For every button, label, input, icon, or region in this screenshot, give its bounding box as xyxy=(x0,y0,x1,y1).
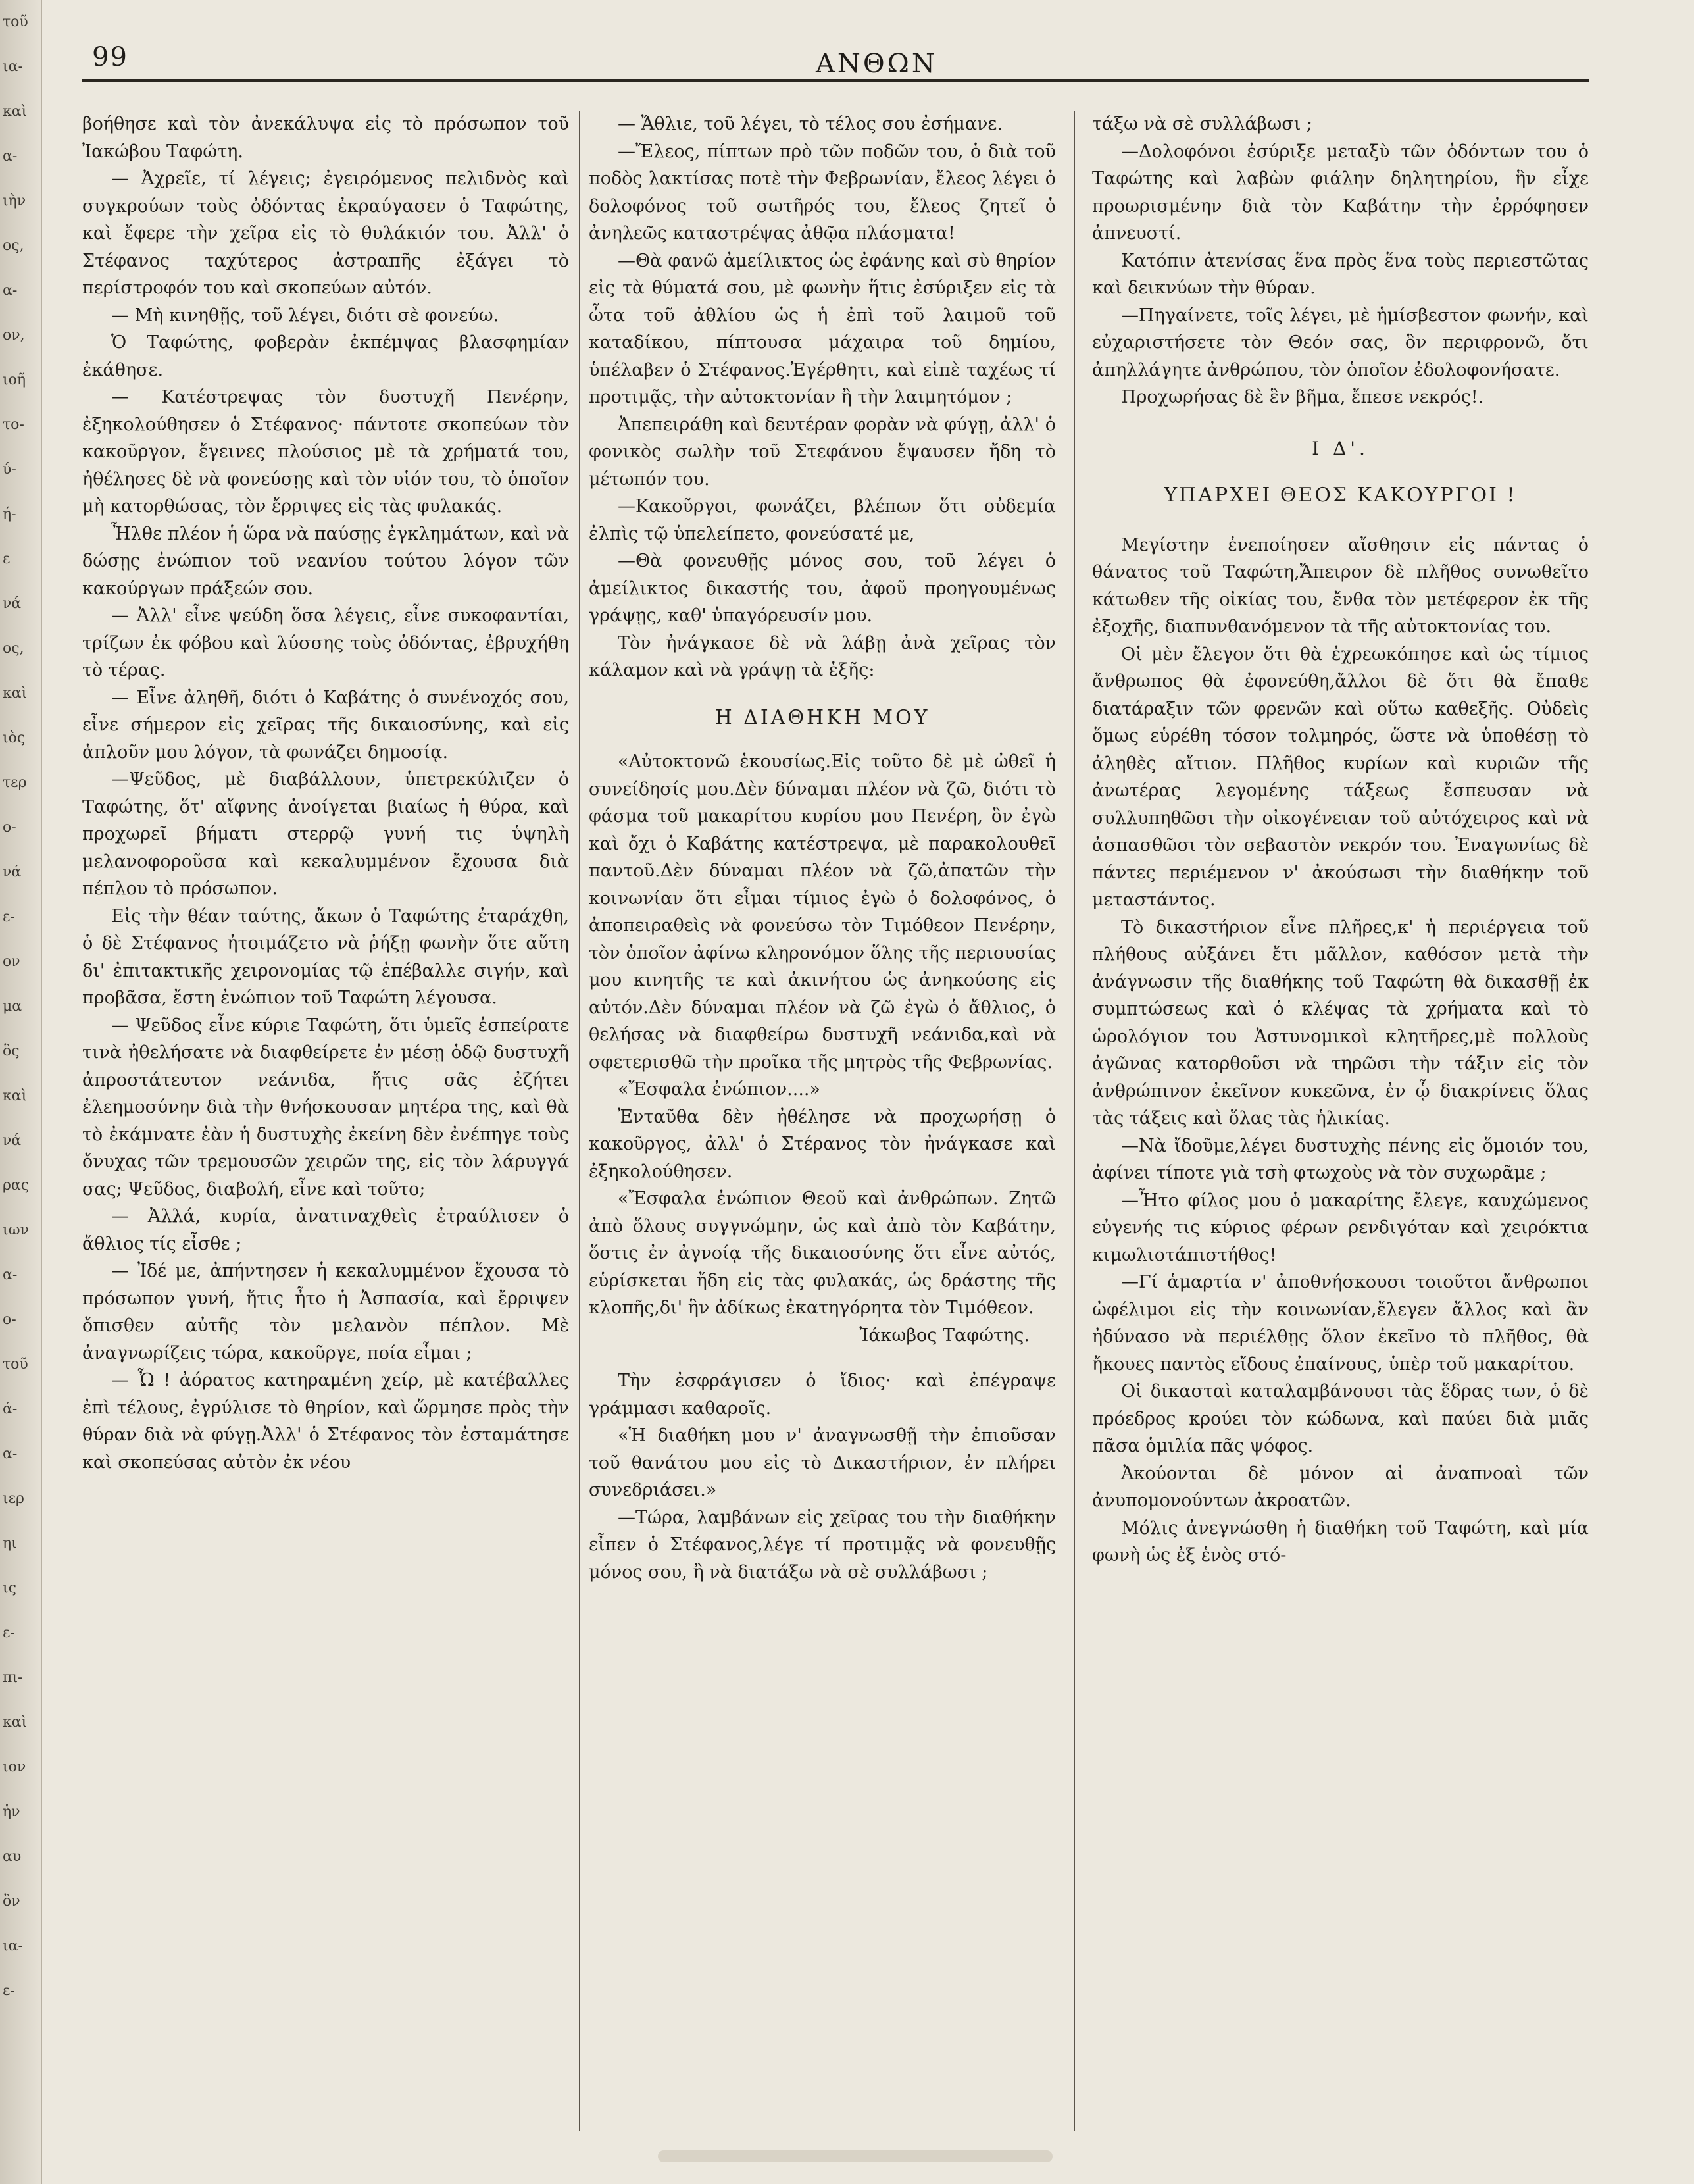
paragraph: Ἦλθε πλέον ἡ ὥρα νὰ παύσῃς ἐγκλημάτων, καὶ νὰ δώσῃς ἐνώπιον τοῦ νεανίου τούτου λόγον τῶν κακούργων πράξεών σου. xyxy=(82,523,569,599)
margin-fragment: ο- xyxy=(3,1311,16,1328)
story-paragraphs xyxy=(1092,111,1589,411)
margin-fragment: ά- xyxy=(3,1401,18,1417)
paragraph: — Ἀλλά, κυρία, ἀνατιναχθεὶς ἐτραύλισεν ὁ ἄθλιος τίς εἶσθε ; xyxy=(82,1206,569,1254)
paragraph: —Ψεῦδος, μὲ διαβάλλουν, ὑπετρεκύλιζεν ὁ Ταφώτης, ὅτ' αἴφνης ἀνοίγεται βιαίως ἡ θύρα, καὶ προχωρεῖ βήματι στερρῷ γυνή τις ὑψηλὴ μελανοφοροῦσα καὶ κεκαλυμμένον ἔχουσα διὰ πέπλου τὸ πρόσωπον. xyxy=(82,769,569,899)
paragraph: τάξω νὰ σὲ συλλάβωσι ; xyxy=(1092,114,1312,134)
paragraph: Οἱ δικασταὶ καταλαμβάνουσι τὰς ἕδρας των, ὁ δὲ πρόεδρος κρούει τὸν κώδωνα, καὶ παύει διὰ μιᾶς πᾶσα ὁμιλία πᾶς ψόφος. xyxy=(1092,1381,1589,1456)
paragraph: «Ἔσφαλα ἐνώπιον Θεοῦ καὶ ἀνθρώπων. Ζητῶ ἀπὸ ὅλους συγγνώμην, ὡς καὶ ἀπὸ τὸν Καβάτην, ὅστις ἐν ἀγνοίᾳ τῆς δικαιοσύνης ὅτι εἶνε αὐτός, εὑρίσκεται ἤδη εἰς τὰς φυλακάς, ὡς δράστης τῆς κλοπῆς,δι' ἣν ἀδίκως ἐκατηγόρητα τὸν Τιμόθεον. xyxy=(589,1188,1056,1318)
paragraph: Ἀπεπειράθη καὶ δευτέραν φορὰν νὰ φύγῃ, ἀλλ' ὁ φονικὸς σωλὴν τοῦ Στεφάνου ἔψαυσεν ἤδη τὸ μέτωπόν του. xyxy=(589,414,1056,490)
margin-fragment: ὂν xyxy=(3,1893,20,1910)
margin-fragment: αυ xyxy=(3,1848,22,1865)
margin-fragment: ε xyxy=(3,551,11,567)
margin-fragment: α- xyxy=(3,282,18,299)
margin-fragment: ἡν xyxy=(3,1804,20,1820)
paragraph: Τὸ δικαστήριον εἶνε πλῆρες,κ' ἡ περιέργεια τοῦ πλήθους αὐξάνει ἔτι μᾶλλον, καθόσον μετὰ τὴν ἀνάγνωσιν τῆς διαθήκης τοῦ Ταφώτη θὰ δικασθῇ ἐκ συμπτώσεως καὶ ὁ κλέψας τὰ χρήματα καὶ τὸ ὡρολόγιον του Ἀστυνομικοὶ κλητῆρες,μὲ πολλοὺς ἀγῶνας κατορθοῦσι νὰ τηρῶσι τὴν τάξιν εἰς τὸν ἀνθρώπινον ἐκεῖνον κυκεῶνα, ἐν ᾧ διακρίνεις ὅλας τὰς τάξεις καὶ ὅλας τὰς ἡλικίας. xyxy=(1092,917,1589,1129)
margin-fragment: ις xyxy=(3,1580,16,1596)
margin-fragment: καὶ xyxy=(3,1088,28,1104)
margin-fragment: ιοῆ xyxy=(3,372,26,388)
paragraph: Ὁ Ταφώτης, φοβερὰν ἐκπέμψας βλασφημίαν ἐκάθησε. xyxy=(82,332,569,380)
margin-fragment: ιὴν xyxy=(3,193,26,209)
margin-fragment: καὶ xyxy=(3,685,28,701)
margin-fragment: α- xyxy=(3,1446,18,1462)
will-signature: Ἰάκωβος Ταφώτης. xyxy=(859,1325,1030,1346)
paragraph: Εἰς τὴν θέαν ταύτης, ἄκων ὁ Ταφώτης ἐταράχθη, ὁ δὲ Στέφανος ἠτοιμάζετο νὰ ῥήξῃ φωνὴν ὅτε αὕτη δι' ἐπιτακτικῆς χειρονομίας τῷ ἐπέβαλλε σιγήν, καὶ προβᾶσα, ἔστη ἐνώπιον τοῦ Ταφώτη λέγουσα. xyxy=(82,905,569,1008)
column-divider xyxy=(579,111,580,2131)
will-heading: Η ΔΙΑΘΗΚΗ ΜΟΥ xyxy=(714,705,930,729)
margin-fragment: νά xyxy=(3,1132,22,1149)
margin-fragment: τοῦ xyxy=(3,1356,28,1373)
column-right xyxy=(1092,111,1589,2144)
story-paragraphs xyxy=(589,1367,1056,1586)
margin-fragment: πι- xyxy=(3,1669,23,1686)
margin-fragment: ον, xyxy=(3,327,25,343)
page-number: 99 xyxy=(92,42,128,72)
margin-fragment: ιὸς xyxy=(3,730,26,746)
paragraph: —Θὰ φανῶ ἀμείλικτος ὡς ἐφάνης καὶ σὺ θηρίον εἰς τὰ θύματά σου, μὲ φωνὴν ἥτις ἐσύριξεν εἰς τὰ ὦτα τοῦ ἀθλίου ὡς ἡ ἐπὶ τοῦ λαιμοῦ τοῦ καταδίκου, πίπτουσα μάχαιρα τοῦ δημίου, ὑπέλαβεν ὁ Στέφανος.Ἐγέρθητι, καὶ εἰπὲ ταχέως τί προτιμᾷς, τὴν αὐτοκτονίαν ἢ τὴν λαιμητόμον ; xyxy=(589,250,1056,407)
margin-fragment: ια- xyxy=(3,59,23,75)
paragraph: — Ἰδέ με, ἀπήντησεν ἡ κεκαλυμμένον ἔχουσα τὸ πρόσωπον γυνή, ἥτις ἦτο ἡ Ἀσπασία, καὶ ἔρριψεν ὄπισθεν αὐτῆς τὸν μελανὸν πέπλον. Μὲ ἀναγνωρίζεις τώρα, κακοῦργε, ποία εἶμαι ; xyxy=(82,1261,569,1363)
print-smudge xyxy=(658,2150,1053,2162)
story-paragraphs xyxy=(589,111,1056,684)
will-text xyxy=(589,748,1056,1322)
margin-fragment: ιερ xyxy=(3,1490,24,1507)
paragraph: — Εἶνε ἀληθῆ, διότι ὁ Καβάτης ὁ συνένοχός σου, εἶνε σήμερον εἰς χεῖρας τῆς δικαιοσύνης, καὶ εἰς ἁπλοῦν μου λόγον, τὰ φωνάζει δημοσίᾳ. xyxy=(82,687,569,763)
margin-fragment: τοῦ xyxy=(3,14,28,30)
paragraph: Τὸν ἠνάγκασε δὲ νὰ λάβῃ ἀνὰ χεῖρας τὸν κάλαμον καὶ νὰ γράψῃ τὰ ἑξῆς: xyxy=(589,632,1056,680)
column-middle xyxy=(589,111,1056,2144)
paragraph: βοήθησε καὶ τὸν ἀνεκάλυψα εἰς τὸ πρόσωπον τοῦ Ἰακώβου Ταφώτη. xyxy=(82,114,569,162)
margin-fragment: α- xyxy=(3,1267,18,1283)
paragraph: «Αὐτοκτονῶ ἑκουσίως.Εἰς τοῦτο δὲ μὲ ὠθεῖ ἡ συνείδησίς μου.Δὲν δύναμαι πλέον νὰ ζῶ, διότι τὸ φάσμα τοῦ μακαρίτου κυρίου μου Πενέρη, ὃν ἐγὼ καὶ ὄχι ὁ Καβάτης κατέστρεψα, μὲ παρακολουθεῖ παντοῦ.Δὲν δύναμαι πλέον νὰ ζῶ,ἀπατῶν τὴν κοινωνίαν ὅτι εἶμαι τίμιος ἐγὼ ὁ δολοφόνος, ὁ ἀποπειραθεὶς νὰ φονεύσω τὸν Τιμόθεον Πενέρην, τὸν ὁποῖον ἀφίνω κληρονόμον ὅλης τῆς περιουσίας μου κινητῆς τε καὶ ἀκινήτου ὡς ἀνηκούσης εἰς αὐτόν.Δὲν δύναμαι πλέον νὰ ζῶ ἐγὼ ὁ ἄθλιος, ὁ θελήσας νὰ διαφθείρω δυστυχῆ νεάνιδα,καὶ νὰ σφετερισθῶ τὴν προῖκα τῆς μητρὸς τῆς Φεβρωνίας. xyxy=(589,751,1056,1073)
margin-fragment: ηι xyxy=(3,1535,17,1552)
paragraph: —Ἦτο φίλος μου ὁ μακαρίτης ἔλεγε, καυχώμενος εὐγενής τις κύριος φέρων ρενδιγόταν καὶ χειρόκτια κιμωλιοτάπιστήθος! xyxy=(1092,1190,1589,1265)
paragraph: — Ψεῦδος εἶνε κύριε Ταφώτη, ὅτι ὑμεῖς ἐσπείρατε τινὰ ἠθελήσατε νὰ διαφθείρετε ἐν μέσῃ ὁδῷ δυστυχῆ ἀπροστάτευτον νεάνιδα, ἥτις σᾶς ἐζήτει ἐλεημοσύνην διὰ τὴν θνήσκουσαν μητέρα της, καὶ θὰ τὸ ἐκάμνατε ἐὰν ἡ δυστυχὴς ἐκείνη δὲν ἐνέπηγε τοὺς ὄνυχας τῶν τρεμουσῶν χειρῶν της, εἰς τὸν λάρυγγά σας; Ψεῦδος, διαβολή, εἶνε καὶ τοῦτο; xyxy=(82,1015,569,1200)
paragraph: —Τώρα, λαμβάνων εἰς χεῖρας του τὴν διαθήκην εἶπεν ὁ Στέφανος,λέγε τί προτιμᾷς νὰ φονευθῇς μόνος σου, ἢ νὰ διατάξω νὰ σὲ συλλάβωσι ; xyxy=(589,1507,1056,1583)
margin-fragment: νά xyxy=(3,864,22,880)
paragraph: — Κατέστρεψας τὸν δυστυχῆ Πενέρην, ἐξηκολούθησεν ὁ Στέφανος· πάντοτε σκοπεύων τὸν κακοῦργον, ἔγεινες πλούσιος μὲ τὰ χρήματά του, ἠθέλησες δὲ νὰ φονεύσῃς καὶ τὸν υἱόν του, τὸ ὁποῖον μὴ κατορθώσας, τὸν ἔρριψες εἰς τὰς φυλακάς. xyxy=(82,387,569,517)
paragraph: —Δολοφόνοι ἐσύριξε μεταξὺ τῶν ὀδόντων του ὁ Ταφώτης καὶ λαβὼν φιάλην δηλητηρίου, ἣν εἶχε προωρισμένην διὰ τὸν Καβάτην τὴν ἐρρόφησεν ἀπνευστί. xyxy=(1092,141,1589,243)
margin-fragment: ὃς xyxy=(3,1043,20,1059)
margin-fragment: α- xyxy=(3,148,18,165)
paragraph: —Πηγαίνετε, τοῖς λέγει, μὲ ἡμίσβεστον φωνήν, καὶ εὐχαριστήσετε τὸν Θεόν σας, ὃν περιφρονῶ, ὅτι ἀπηλλάγητε ἀνθρώπου, τὸν ὁποῖον ἐδολοφονήσατε. xyxy=(1092,305,1589,380)
paragraph: —Κακοῦργοι, φωνάζει, βλέπων ὅτι οὐδεμία ἐλπὶς τῷ ὑπελείπετο, φονεύσατέ με, xyxy=(589,496,1056,544)
margin-fragment: ε- xyxy=(3,1625,15,1641)
story-paragraphs xyxy=(1092,532,1589,1569)
paragraph: Μόλις ἀνεγνώσθη ἡ διαθήκη τοῦ Ταφώτη, καὶ μία φωνὴ ὡς ἐξ ἑνὸς στό- xyxy=(1092,1517,1589,1565)
paragraph: «Ἡ διαθήκη μου ν' ἀναγνωσθῇ τὴν ἐπιοῦσαν τοῦ θανάτου μου εἰς τὸ Δικαστήριον, ἐν πλήρει συνεδριάσει.» xyxy=(589,1425,1056,1500)
paragraph: — Μὴ κινηθῇς, τοῦ λέγει, διότι σὲ φονεύω. xyxy=(111,305,499,326)
paragraph: Ἀκούονται δὲ μόνον αἱ ἀναπνοαὶ τῶν ἀνυπομονούντων ἀκροατῶν. xyxy=(1092,1463,1589,1511)
margin-fragment: τερ xyxy=(3,775,27,791)
column-left xyxy=(82,111,569,2144)
margin-fragment: το- xyxy=(3,417,24,433)
margin-fragment: ος, xyxy=(3,238,24,254)
paragraph: — Ἄθλιε, τοῦ λέγει, τὸ τέλος σου ἐσήμανε. xyxy=(618,114,1003,134)
margin-fragment: ον xyxy=(3,953,20,970)
margin-fragment: ιον xyxy=(3,1759,26,1775)
paragraph: Προχωρήσας δὲ ἓν βῆμα, ἔπεσε νεκρός!. xyxy=(1121,387,1484,407)
header-rule xyxy=(82,79,1589,82)
adjacent-page-edge xyxy=(0,0,42,2184)
paragraph: Ἐνταῦθα δὲν ἠθέλησε νὰ προχωρήσῃ ὁ κακοῦργος, ἀλλ' ὁ Στέρανος τὸν ἠνάγκασε καὶ ἐξηκολούθησεν. xyxy=(589,1106,1056,1182)
paragraph: —Θὰ φονευθῇς μόνος σου, τοῦ λέγει ὁ ἀμείλικτος δικαστής του, ἀφοῦ προηγουμένως γράψῃς, καθ' ὑπαγόρευσίν μου. xyxy=(589,551,1056,626)
margin-fragment: ε- xyxy=(3,1983,15,1999)
paragraph: Μεγίστην ἐνεποίησεν αἴσθησιν εἰς πάντας ὁ θάνατος τοῦ Ταφώτη,Ἄπειρον δὲ πλῆθος συνωθεῖτο κάτωθεν τῆς οἰκίας του, ἔνθα τὸν μετέφερον ἐκ τῆς ἐξοχῆς, διαπυνθανόμενον τὰ τῆς αὐτοκτονίας του. xyxy=(1092,534,1589,637)
margin-fragment: ύ- xyxy=(3,461,16,478)
paragraph: — Ἀλλ' εἶνε ψεύδη ὅσα λέγεις, εἶνε συκοφαντίαι, τρίζων ἐκ φόβου καὶ λύσσης τοὺς ὀδόντας, ἐβρυχήθη τὸ τέρας. xyxy=(82,605,569,680)
margin-fragment: καὶ xyxy=(3,103,28,120)
margin-fragment: ο- xyxy=(3,819,16,836)
paragraph: —Γί ἁμαρτία ν' ἀποθνήσκουσι τοιοῦτοι ἄνθρωποι ὠφέλιμοι εἰς τὴν κοινωνίαν,ἔλεγεν ἄλλος καὶ ἂν ἠδύνασο νὰ περιέλθῃς ὅλον ἐκεῖνο τὸ πλῆθος, θὰ ἤκουες παντὸς εἴδους ἐπαίνους, ὑπὲρ τοῦ μακαρίτου. xyxy=(1092,1272,1589,1375)
paragraph: Οἱ μὲν ἔλεγον ὅτι θὰ ἐχρεωκόπησε καὶ ὡς τίμιος ἄνθρωπος θὰ ἐφονεύθη,ἄλλοι δὲ ὅτι θὰ ἔπαθε διατάραξιν τῶν φρενῶν καὶ οὕτω καθεξῆς. Οὐδεὶς ὅμως εὑρέθη τόσον τολμηρός, ὥστε νὰ ὑποθέσῃ τὸ ἀληθὲς αἴτιον. Πλῆθος κυρίων καὶ κυριῶν τῆς ἀνωτέρας λεγομένης τάξεως ἔσπευσαν νὰ συλλυπηθῶσι τὴν οἰκογένειαν τοῦ αὐτόχειρος καὶ νὰ ἀσπασθῶσι τὸν σεβαστὸν νεκρόν του. Ἐναγωνίως δὲ πάντες περιέμενον ν' ἀκούσωσι τὴν διαθήκην τοῦ μεταστάντος. xyxy=(1092,644,1589,910)
paragraph: —Ἔλεος, πίπτων πρὸ τῶν ποδῶν του, ὁ διὰ τοῦ ποδὸς λακτίσας ποτὲ τὴν Φεβρωνίαν, ἔλεος λέγει ὁ δολοφόνος τοῦ σωτῆρός του, ἔλεος ζητεῖ ὁ ἀνηλεῶς καταστρέψας ἀθῷα πλάσματα! xyxy=(589,141,1056,243)
paragraph: —Νὰ ἴδοῦμε,λέγει δυστυχὴς πένης εἰς ὅμοιόν του, ἀφίνει τίποτε γιὰ τσὴ φτωχοὺς νὰ τὸν συχωρᾶμε ; xyxy=(1092,1135,1589,1183)
paragraph: — Ἀχρεῖε, τί λέγεις; ἐγειρόμενος πελιδνὸς καὶ συγκρούων τοὺς ὀδόντας ἐκραύγασεν ὁ Ταφώτης, καὶ ἔφερε τὴν χεῖρα εἰς τὸ θυλάκιόν του. Ἀλλ' ὁ Στέφανος ταχύτερος ἀστραπῆς ἐξάγει τὸ περίστροφόν του καὶ σκοπεύων αὐτόν. xyxy=(82,168,569,298)
running-title: ΑΝΘΩΝ xyxy=(816,49,937,79)
paragraph: Τὴν ἐσφράγισεν ὁ ἴδιος· καὶ ἐπέγραψε γράμμασι καθαροῖς. xyxy=(589,1371,1056,1419)
chapter-number: Ι Δ'. xyxy=(1312,437,1369,459)
column-divider xyxy=(1074,111,1075,2131)
margin-fragment: μα xyxy=(3,998,22,1015)
margin-fragment: ρας xyxy=(3,1177,30,1194)
paragraph: «Ἔσφαλα ἐνώπιον....» xyxy=(618,1079,821,1100)
paragraph: — Ὦ ! ἀόρατος κατηραμένη χείρ, μὲ κατέβαλλες ἐπὶ τέλους, ἐγρύλισε τὸ θηρίον, καὶ ὥρμησε πρὸς τὴν θύραν διὰ νὰ φύγῃ.Ἀλλ' ὁ Στέφανος τὸν ἐσταμάτησε καὶ σκοπεύσας αὐτὸν ἐκ νέου xyxy=(82,1370,569,1473)
margin-fragment: ή- xyxy=(3,506,16,522)
chapter-title: ΥΠΑΡΧΕΙ ΘΕΟΣ ΚΑΚΟΥΡΓΟΙ ! xyxy=(1164,484,1517,507)
margin-fragment: ιων xyxy=(3,1222,29,1238)
margin-fragment: καὶ xyxy=(3,1714,28,1731)
margin-fragment: ια- xyxy=(3,1938,23,1954)
margin-fragment: νά xyxy=(3,596,22,612)
margin-fragment: ε- xyxy=(3,909,15,925)
paragraph: Κατόπιν ἀτενίσας ἕνα πρὸς ἕνα τοὺς περιεστῶτας καὶ δεικνύων τὴν θύραν. xyxy=(1092,250,1589,298)
margin-fragment: ος, xyxy=(3,640,24,657)
